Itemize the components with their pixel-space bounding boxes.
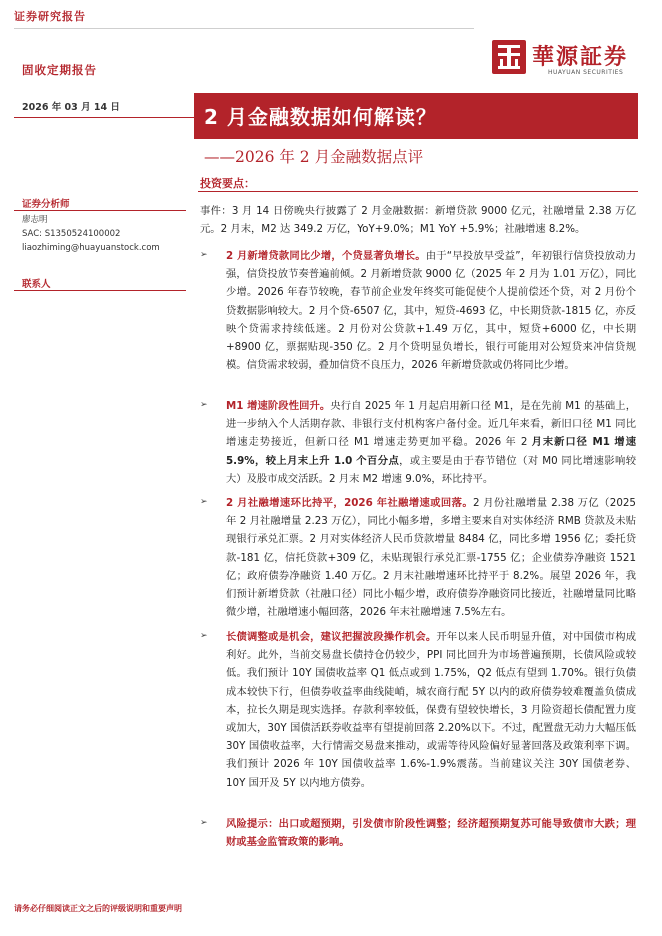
section-text <box>226 247 636 374</box>
section-body: 央行自 2025 年 1 月起启用新口径 M1，是在先前 M1 的基础上，进一步纳入个人活期存款、非银行支付机构客户备付金。近几年来看，新旧口径 M1 同比增速走势接近，但新口径 M1 增速走势更加平稳。2026 年 2 <box>226 400 636 449</box>
section-text <box>226 494 636 621</box>
contact-heading: 联系人 <box>22 279 51 290</box>
report-category: 证券研究报告 <box>14 10 86 23</box>
section-heading: M1 增速阶段性回升。 <box>226 400 331 412</box>
page-subtitle: ——2026 年 2 月金融数据点评 <box>204 148 424 166</box>
section-emphasis: 月末新口径 M1 增速 5.9%，较上月末上升 1.0 个百分点 <box>226 436 636 467</box>
key-points-heading: 投资要点： <box>200 177 255 190</box>
top-divider <box>14 28 474 29</box>
left-divider <box>14 117 194 118</box>
section-body: 由于“早投放早受益”，年初银行信贷投放动力强，信贷投放节奏普遍前倾。2 月新增贷款 9000 亿（2025 年 2 月为 1.01 万亿），同比少增。2026 年春节较晚，春节前企业发年终奖可能促使个人提前偿还个贷，对 2 月份个贷数据影响较大。2 月个贷-6507 亿，其中，短贷-4693 亿，中长期贷款-1815 亿，亦反映个贷需求持续低迷。2 月份对公贷款+1.49 万亿，其中，短贷+6000 亿，中长期+8900 亿，票据贴现-350 亿。2 月个贷明显负增长，银行可能用对公短贷来冲信贷规模。信贷需求较弱，叠加信贷不良压力，2026 年新增贷款或仍将同比少增。 <box>226 250 636 372</box>
section-heading: 2 月新增贷款同比少增，个贷显著负增长。 <box>226 250 426 262</box>
company-logo-name: 華源証券 <box>532 44 629 70</box>
section-body-tail: ，或主要是由于春节错位（对 M0 同比增速影响较大）及股市成交活跃。2 月末 M2 增速 9.0%，环比持平。 <box>226 454 636 485</box>
analyst-heading: 证券分析师 <box>22 199 70 210</box>
report-date: 2026 年 03 月 14 日 <box>22 102 120 113</box>
page-title: 2 月金融数据如何解读？ <box>204 105 437 129</box>
arrow-bullet-icon: ➢ <box>200 250 208 260</box>
section-body: 开年以来人民币明显升值，对中国债市构成利好。此外，当前交易盘长债持仓仍较少，PPI 同比回升为市场普遍预期，长债风险或较低。我们预计 10Y 国债收益率 Q1 低点或到 1.75%，Q2 低点有望到 1.70%。银行负债成本较快下行，但债券收益率曲线陡峭，城农商行配 5Y 以内的政府债券较难覆盖负债成本，拉长久期是现实选择。存款利率较低，保费有望较快增长，3 月险资超长债配置力度或加大，30Y 国债活跃券收益率有望提前回落 2.20%以下。不过，配置盘无动力大幅压低 30Y 国债收益率，大行情需交易盘来推动，或需等待风险偏好显著回落及政策利率下调。我们预计 2026 年 10Y 国债收益率 1.6%-1.9%震荡。当前建议关注 30Y 国债老券、10Y 国开及 5Y 以内地方债券。 <box>226 631 637 789</box>
key-points-divider <box>198 191 638 192</box>
analyst-divider <box>14 210 186 211</box>
logo-icon <box>492 40 526 74</box>
arrow-bullet-icon: ➢ <box>200 400 208 410</box>
section-text <box>226 628 636 792</box>
arrow-bullet-icon: ➢ <box>200 631 208 641</box>
section-body: 2 月份社融增量 2.38 万亿（2025 年 2 月社融增量 2.23 万亿），同比小幅多增，多增主要来自对实体经济 RMB 贷款及未贴现银行承兑汇票。2 月对实体经济人民币贷款增量 8484 亿，同比多增 1956 亿；委托贷款-181 亿，信托贷款+309 亿，未贴现银行承兑汇票-1755 亿；企业债券净融资 1521 亿；政府债券净融资 1.40 万亿。2 月末社融增速环比持平于 8.2%。展望 2026 年，我们预计新增贷款（社融口径）同比小幅少增，政府债券净融资同比接近，社融增量同比略微少增，社融增速小幅回落，2026 年末社融增速 7.5%左右。 <box>226 497 636 619</box>
section-text <box>226 397 636 488</box>
company-logo-english: HUAYUAN SECURITIES <box>548 69 624 76</box>
arrow-bullet-icon: ➢ <box>200 497 208 507</box>
footer-disclaimer: 请务必仔细阅读正文之后的评级说明和重要声明 <box>14 904 182 913</box>
event-paragraph: 事件：3 月 14 日傍晚央行披露了 2 月金融数据：新增贷款 9000 亿元，社融增量 2.38 万亿元。2 月末，M2 达 349.2 万亿，YoY+9.0%；M1 YoY +5.9%；社融增速 8.2%。 <box>200 205 636 236</box>
section-text <box>226 815 636 851</box>
contact-divider <box>14 290 186 291</box>
analyst-sac: SAC: S1350524100002 <box>22 229 121 239</box>
report-type: 固收定期报告 <box>22 63 97 77</box>
analyst-name: 廖志明 <box>22 215 48 225</box>
section-heading: 风险提示：出口或超预期，引发债市阶段性调整；经济超预期复苏可能导致债市大跌；理财或基金监管政策的影响。 <box>226 818 636 849</box>
section-heading: 2 月社融增速环比持平，2026 年社融增速或回落。 <box>226 497 474 509</box>
arrow-bullet-icon: ➢ <box>200 818 208 828</box>
analyst-email[interactable]: liaozhiming@huayuanstock.com <box>22 243 160 253</box>
section-heading: 长债调整或是机会，建议把握波段操作机会。 <box>226 631 437 643</box>
